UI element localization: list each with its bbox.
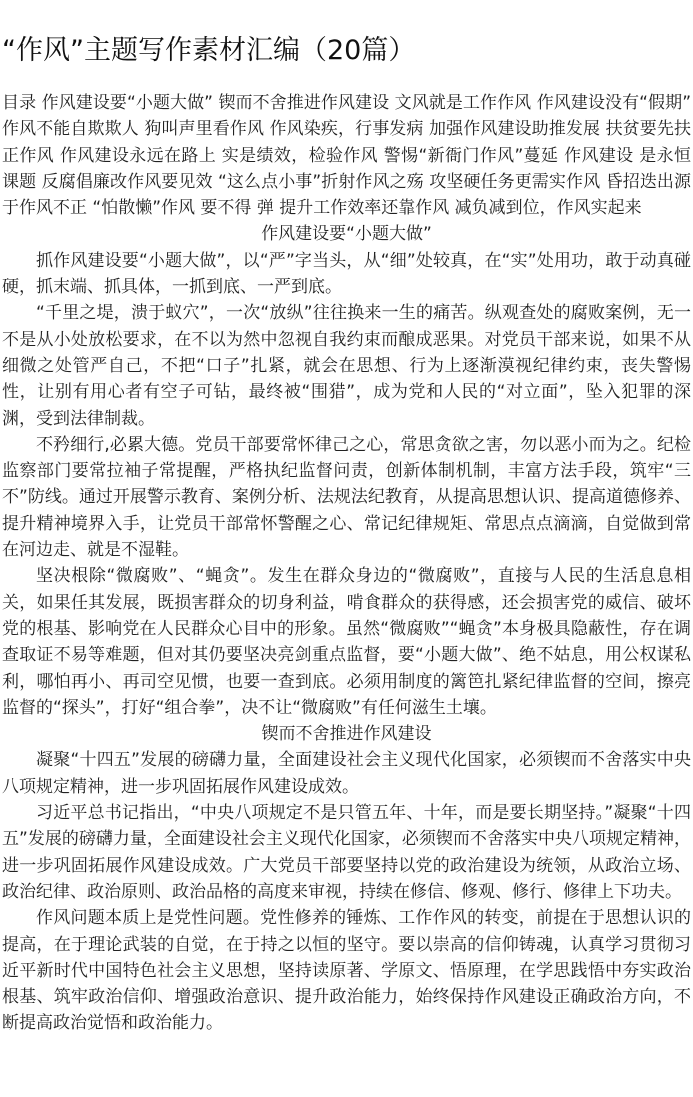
- document-title: “作风”主题写作素材汇编（20篇）: [2, 35, 416, 66]
- document-body: [2, 90, 691, 1037]
- section-heading: 锲而不舍推进作风建设: [261, 724, 432, 745]
- paragraph: “千里之堤，溃于蚁穴”，一次“放纵”往往换来一生的痛苦。纵观查处的腐败案例，无一不是从小处放松要求，在不以为然中忽视自我约束而酿成恶果。对党员干部来说，如果不从细微之处管严自己，不把“口子”扎紧，就会在思想、行为上逐渐漠视纪律约束，丧失警惕性，让别有用心者有空子可钻，最终被“围猎”，成为党和人民的“对立面”，坠入犯罪的深渊，受到法律制裁。: [2, 303, 691, 429]
- paragraph: 抓作风建设要“小题大做”，以“严”字当头，从“细”处较真，在“实”处用功，敢于动真碰硬，抓末端、抓具体，一抓到底、一严到底。: [2, 250, 691, 298]
- paragraph: 作风问题本质上是党性问题。党性修养的锤炼、工作作风的转变，前提在于思想认识的提高，在于理论武装的自觉，在于持之以恒的坚守。要以崇高的信仰铸魂，认真学习贯彻习近平新时代中国特色社会主义思想，坚持读原著、学原文、悟原理，在学思践悟中夯实政治根基、筑牢政治信仰、增强政治意识、提升政治能力，始终保持作风建设正确政治方向，不断提高政治觉悟和政治能力。: [2, 908, 691, 1034]
- paragraph: 坚决根除“微腐败”、“蝇贪”。发生在群众身边的“微腐败”，直接与人民的生活息息相关，如果任其发展，既损害群众的切身利益，啃食群众的获得感，还会损害党的威信、破坏党的根基、影响党在人民群众心目中的形象。虽然“微腐败”“蝇贪”本身极具隐蔽性，存在调查取证不易等难题，但对其仍要坚决亮剑重点监督，要“小题大做”、绝不姑息，用公权谋私利，哪怕再小、再司空见惯，也要一查到底。必须用制度的篱笆扎紧纪律监督的空间，擦亮监督的“探头”，打好“组合拳”，决不让“微腐败”有任何滋生土壤。: [2, 566, 691, 718]
- paragraph: 习近平总书记指出，“中央八项规定不是只管五年、十年，而是要长期坚持。”凝聚“十四五”发展的磅礴力量，全面建设社会主义现代化国家，必须锲而不舍落实中央八项规定精神，进一步巩固拓展作风建设成效。广大党员干部要坚持以党的政治建设为统领，从政治立场、政治纪律、政治原则、政治品格的高度来审视，持续在修信、修观、修行、修律上下功夫。: [2, 803, 691, 902]
- table-of-contents: 目录 作风建设要“小题大做” 锲而不舍推进作风建设 文风就是工作作风 作风建设没有“假期” 作风不能自欺欺人 狗叫声里看作风 作风染疾，行事发病 加强作风建设助推发展 扶贫要先扶正作风 作风建设永远在路上 实是绩效，检验作风 警惕“新衙门作风”蔓延 作风建设 是永恒课题 反腐倡廉改作风要见效 “这么点小事”折射作风之殇 攻坚硬任务更需实作风 昏招迭出源于作风不正 “怕散懒”作风 要不得 弹 提升工作效率还靠作风 减负减到位，作风实起来: [2, 93, 691, 219]
- section-heading: 作风建设要“小题大做”: [261, 224, 432, 245]
- paragraph: 凝聚“十四五”发展的磅礴力量，全面建设社会主义现代化国家，必须锲而不舍落实中央八项规定精神，进一步巩固拓展作风建设成效。: [2, 750, 691, 797]
- paragraph: 不矜细行,必累大德。党员干部要常怀律己之心，常思贪欲之害，勿以恶小而为之。纪检监察部门要常拉袖子常提醒，严格执纪监督问责，创新体制机制，丰富方法手段，筑牢“三不”防线。通过开展警示教育、案例分析、法规法纪教育，从提高思想认识、提高道德修养、提升精神境界入手，让党员干部常怀警醒之心、常记纪律规矩、常思点点滴滴，自觉做到常在河边走、就是不湿鞋。: [2, 434, 691, 561]
